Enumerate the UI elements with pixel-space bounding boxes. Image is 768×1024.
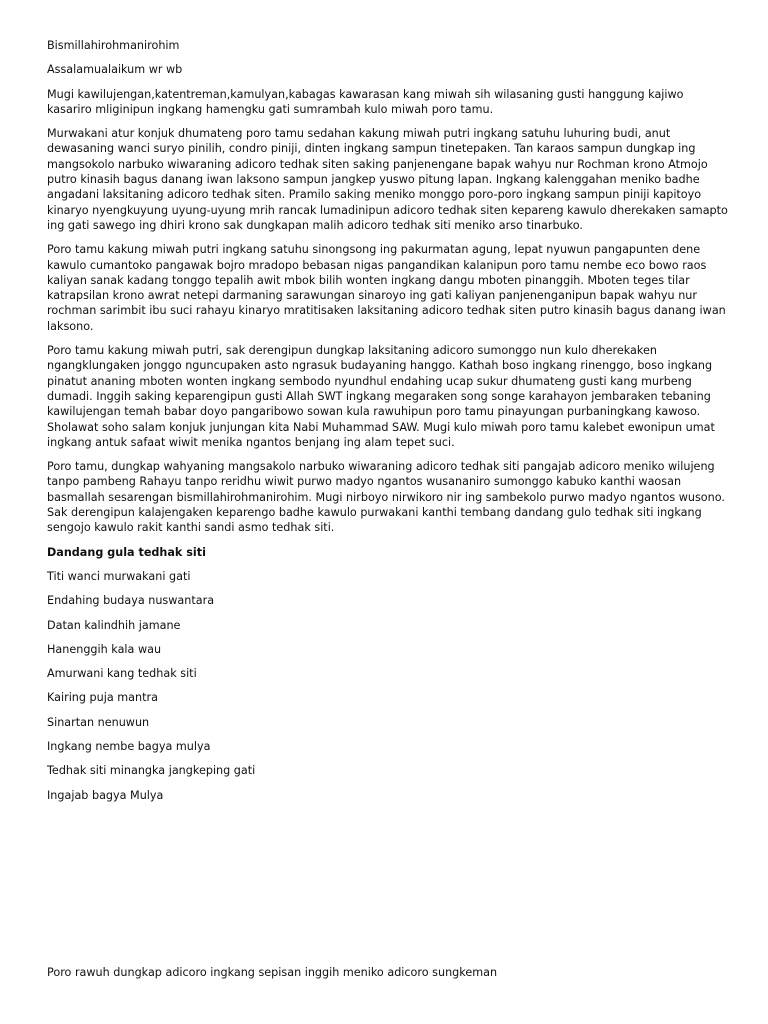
paragraph-2: Murwakani atur konjuk dhumateng poro tamu sedahan kakung miwah putri ingkang satuhu luhuring budi, anut dewasaning wanci suryo pinilih, condro piniji, dinten ingkang sampun tinetepaken. Tan karaos sampun dungkap ing mangsokolo narbuko wiwaraning adicoro tedhak siten saking panjenengane bapak wahyu nur Rochman krono Atmojo putro kinasih bagus danang iwan laksono sampun jangkep yuswo pitung lapan. Ingkang kalenggahan meniko badhe angadani laksitaning adicoro tedhak siten. Pramilo saking meniko monggo poro-poro ingkang sampun piniji kapitoyo kinaryo nyengkuyung uyung-uyung mrih rancak lumadinipun adicoro tedhak siten kepareng kawulo dherekaken samapto ing gati sawego ing dhiri krono sak dungkapan malih adicoro tedhak siti meniko arso tinarbuko. bbox=[47, 127, 728, 232]
greeting-line: Assalamualaikum wr wb bbox=[47, 63, 183, 77]
poem-line-9: Tedhak siti minangka jangkeping gati bbox=[47, 764, 256, 778]
poem-line-1: Titi wanci murwakani gati bbox=[47, 569, 191, 583]
poem-line-8: Ingkang nembe bagya mulya bbox=[47, 739, 211, 753]
opening-line: Bismillahirohmanirohim bbox=[47, 39, 180, 52]
paragraph-3: Poro tamu kakung miwah putri ingkang satuhu sinongsong ing pakurmatan agung, lepat nyuwun pangapunten dene kawulo cumantoko pangawak bojro mradopo bebasan nigas pangandikan kalanipun poro tamu nembe eco bowo raos kaliyan sanak kadang tonggo tepalih awit mbok bilih wonten ingkang dangu mboten pinanggih. Mboten teges tilar katrapsilan krono awrat netepi darmaning sarawungan sinaroyo ing gati kaliyan panjenenganipun bapak wahyu nur rochman sarimbit ibu suci rahayu kinaryo mratitisaken laksitaning adicoro tedhak siten putro kinasih bagus danang iwan laksono. bbox=[47, 243, 726, 333]
poem-line-2: Endahing budaya nuswantara bbox=[47, 594, 215, 608]
paragraph-5: Poro tamu, dungkap wahyaning mangsakolo narbuko wiwaraning adicoro tedhak siti pangajab adicoro meniko wilujeng tanpo pambeng Rahayu tanpo reridhu wiwit purwo madyo ngantos wusananiro sumonggo kabuko kanthi waosan basmallah sesarengan bismillahirohmanirohim. Mugi nirboyo nirwikoro nir ing sambekolo purwo madyo ngantos wusono. Sak derengipun kalajengaken keparengo badhe kawulo purwakani kanthi tembang dandang gulo tedhak siti ingkang sengojo kawulo rakit kanthi sandi asmo tedhak siti. bbox=[47, 460, 725, 535]
poem-title: Dandang gula tedhak siti bbox=[47, 545, 206, 559]
poem-line-7: Sinartan nenuwun bbox=[47, 715, 150, 729]
poem-line-4: Hanenggih kala wau bbox=[47, 642, 162, 656]
poem-line-6: Kairing puja mantra bbox=[47, 691, 158, 705]
paragraph-4: Poro tamu kakung miwah putri, sak derengipun dungkap laksitaning adicoro sumonggo nun kulo dherekaken ngangklungaken jonggo nguncupaken asto ngrasuk budayaning hanggo. Kathah boso ingkang rinenggo, boso ingkang pinatut ananing mboten wonten ingkang sembodo nyundhul endahing ucap sukur dhumateng gusti kang murbeng dumadi. Inggih saking keparengipun gusti Allah SWT ingkang megaraken song songe karahayon jembaraken tebaning kawilujengan temah babar doyo pangaribowo sowan kula rawuhipun poro tamu pinayungan purbaningkang kawoso. Sholawat soho salam konjuk junjungan kita Nabi Muhammad SAW. Mugi kulo miwah poro tamu kalebet ewonipun umat ingkang antuk safaat wiwit menika ngantos benjang ing alam tepet suci. bbox=[47, 344, 715, 449]
footer-line: Poro rawuh dungkap adicoro ingkang sepisan inggih meniko adicoro sungkeman bbox=[47, 966, 498, 979]
paragraph-1: Mugi kawilujengan,katentreman,kamulyan,kabagas kawarasan kang miwah sih wilasaning gusti hanggung kajiwo kasariro mliginipun ingkang hamengku gati sumrambah kulo miwah poro tamu. bbox=[47, 87, 684, 116]
poem-line-3: Datan kalindhih jamane bbox=[47, 618, 181, 632]
poem-line-5: Amurwani kang tedhak siti bbox=[47, 667, 197, 681]
poem-line-10: Ingajab bagya Mulya bbox=[47, 788, 164, 802]
document-page bbox=[47, 38, 729, 812]
